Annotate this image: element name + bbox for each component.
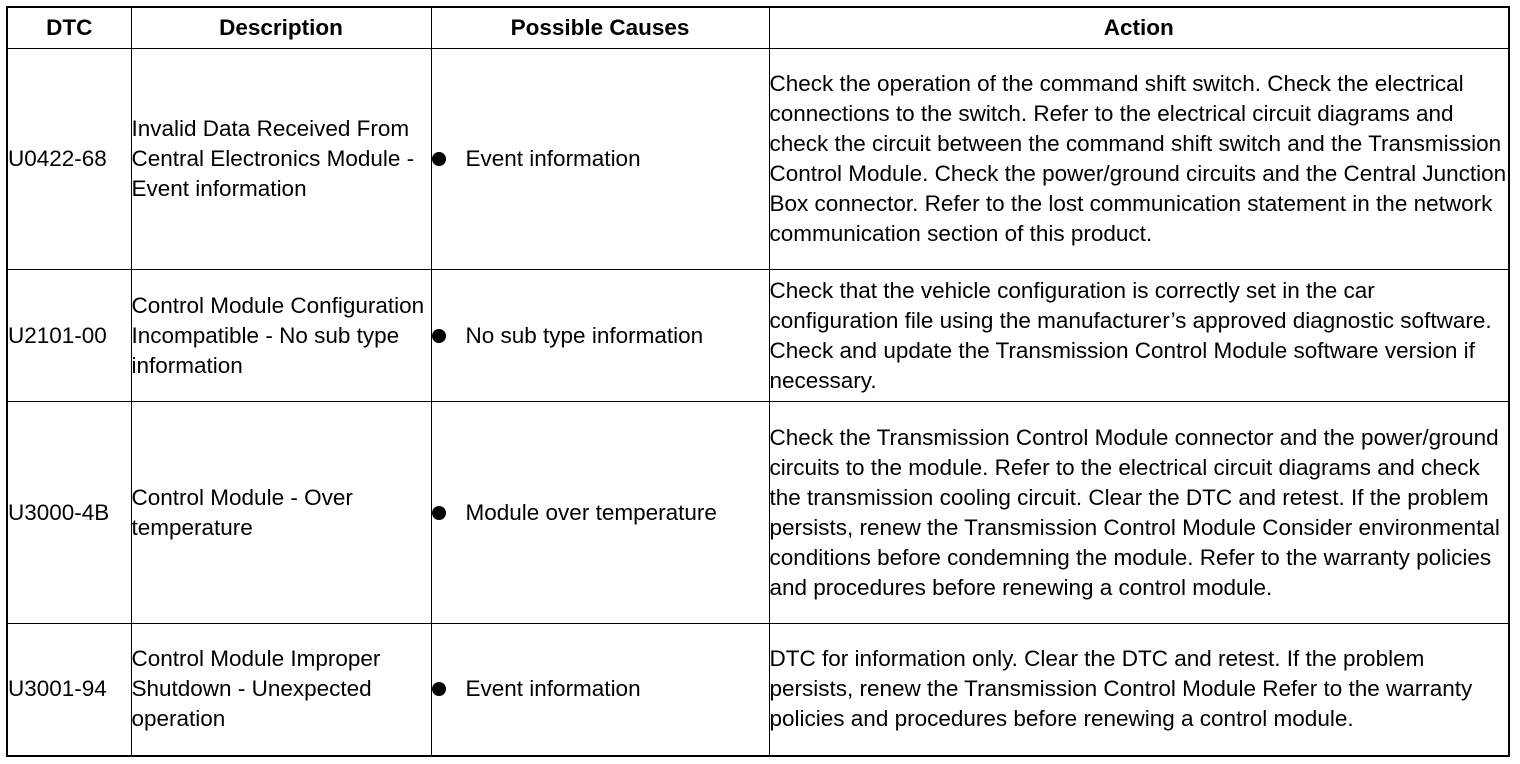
cause-text: Event information [465,676,641,702]
dtc-description: Invalid Data Received From Central Electronics Module - Event information [131,49,431,270]
possible-cause [431,270,769,402]
dtc-code: U3000-4B [7,402,131,624]
dtc-description: Control Module Configuration Incompatible - No sub type information [131,270,431,402]
bullet-icon [432,682,446,696]
header-possible-causes: Possible Causes [431,7,769,49]
action-text: Check the Transmission Control Module connector and the power/ground circuits to the module. Refer to the electrical circuit diagrams and check the transmission cooling circuit. Clear the DTC and retest. If the problem persists, renew the Transmission Control Module Consider environmental conditions before condemning the module. Refer to the warranty policies and procedures before renewing a control module. [769,402,1509,624]
cause-text: Module over temperature [465,499,717,525]
dtc-description: Control Module - Over temperature [131,402,431,624]
action-text: Check the operation of the command shift switch. Check the electrical connections to the switch. Refer to the electrical circuit diagrams and check the circuit between the command shift switch and the Transmission Control Module. Check the power/ground circuits and the Central Junction Box connector. Refer to the lost communication statement in the network communication section of this product. [769,49,1509,270]
possible-cause [431,49,769,270]
bullet-icon [432,329,446,343]
table-body [7,49,1509,756]
table-row [7,270,1509,402]
dtc-table [6,6,1510,757]
cause-text: No sub type information [465,322,704,348]
header-action: Action [769,7,1509,49]
dtc-code: U3001-94 [7,624,131,756]
header-description: Description [131,7,431,49]
dtc-code: U0422-68 [7,49,131,270]
action-text: Check that the vehicle configuration is correctly set in the car configuration file using the manufacturer’s approved diagnostic software. Check and update the Transmission Control Module software version if necessary. [769,270,1509,402]
table-row [7,624,1509,756]
cause-text: Event information [465,146,641,171]
action-text: DTC for information only. Clear the DTC and retest. If the problem persists, renew the Transmission Control Module Refer to the warranty policies and procedures before renewing a control module. [769,624,1509,756]
table-header [7,7,1509,49]
table-row [7,402,1509,624]
bullet-icon [432,506,446,520]
bullet-icon [432,152,446,166]
possible-cause [431,624,769,756]
possible-cause [431,402,769,624]
header-dtc: DTC [7,7,131,49]
dtc-description: Control Module Improper Shutdown - Unexpected operation [131,624,431,756]
table-row [7,49,1509,270]
dtc-code: U2101-00 [7,270,131,402]
header-row [7,7,1509,49]
